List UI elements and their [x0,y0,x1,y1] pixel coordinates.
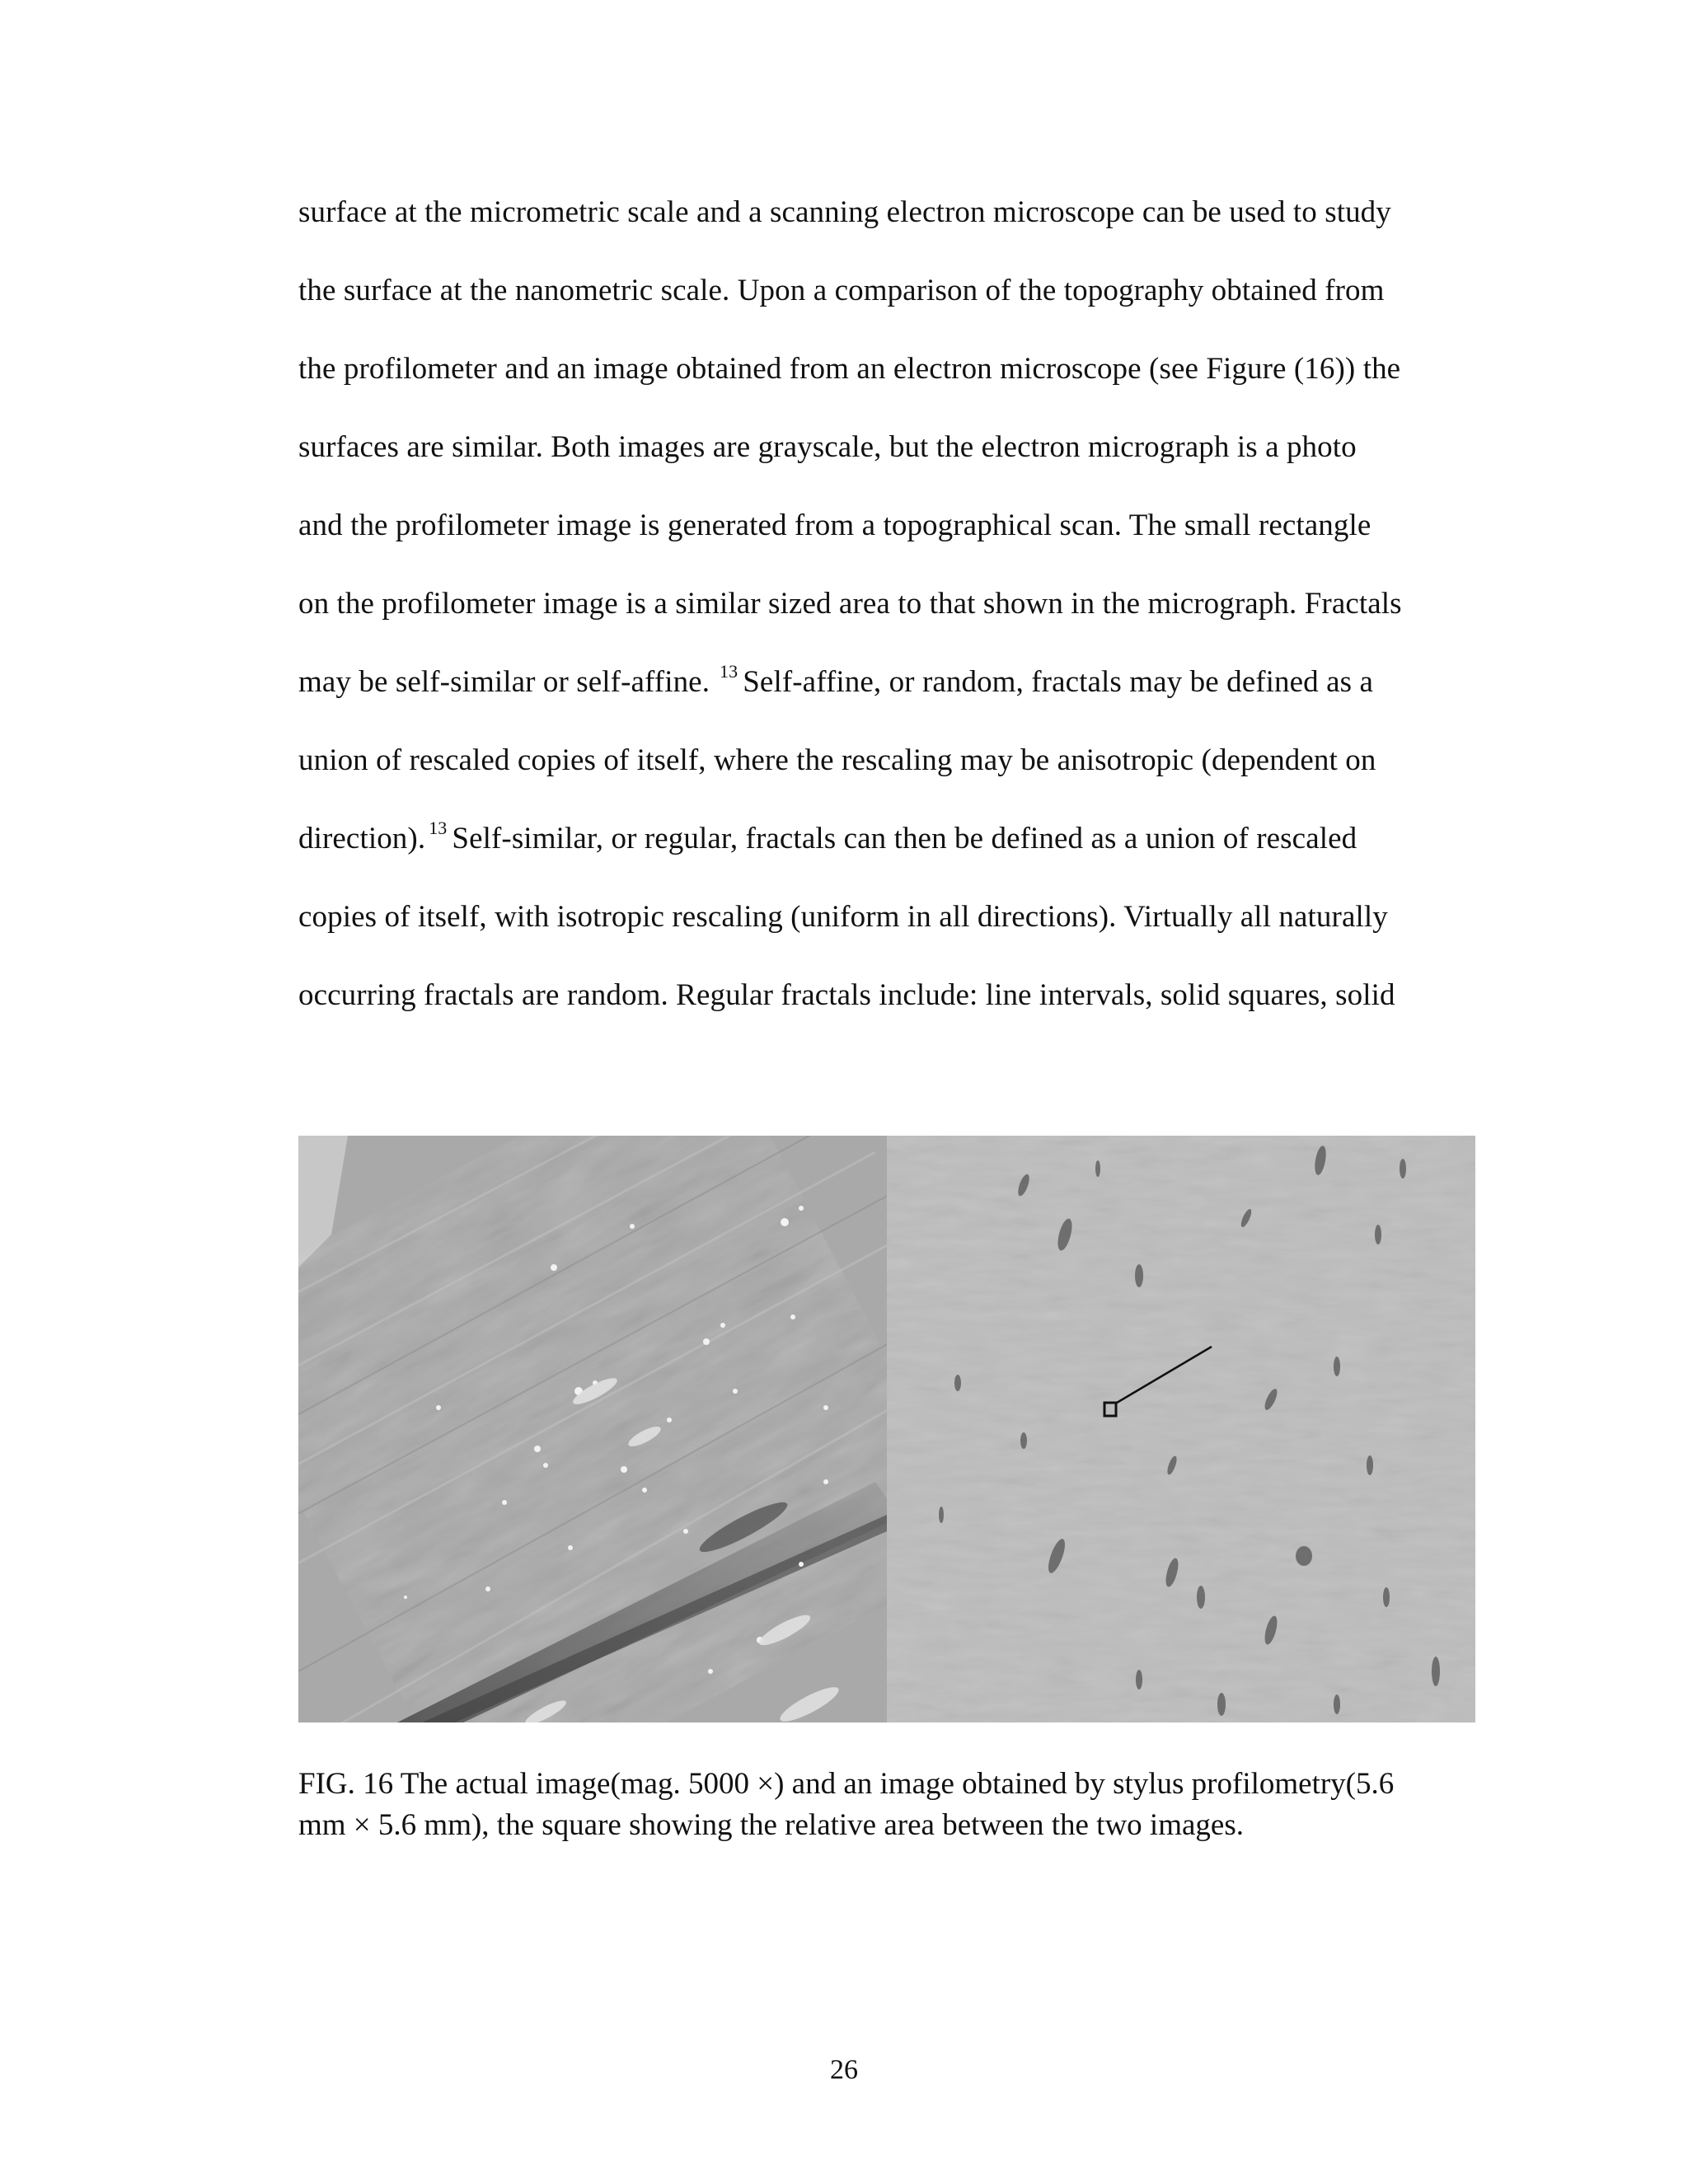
body-text-segment: may be self-similar or self-affine. [298,665,710,699]
citation-superscript: 13 [429,818,448,838]
body-line: the profilometer and an image obtained from an electron microscope (see Figure (16)) the [298,352,1401,386]
figure-16 [298,1136,1475,1722]
body-line: occurring fractals are random. Regular fractals include: line intervals, solid squares, solid [298,978,1395,1012]
body-line: surface at the micrometric scale and a scanning electron microscope can be used to study [298,195,1391,229]
profilometry-image [887,1136,1475,1722]
citation-superscript: 13 [720,661,738,682]
body-line: and the profilometer image is generated from a topographical scan. The small rectangle [298,509,1372,542]
caption-line: FIG. 16 The actual image(mag. 5000 ×) and an image obtained by stylus profilometry(5.6 [298,1767,1395,1801]
micrograph-image [298,1136,990,1722]
body-line: copies of itself, with isotropic rescaling (uniform in all directions). Virtually all naturally [298,900,1388,934]
page-number: 26 [830,2055,858,2085]
body-line [298,661,1373,699]
figure-caption [298,1764,1485,1846]
body-line [298,818,1357,855]
body-text-segment: Self-similar, or regular, fractals can then be defined as a union of rescaled [452,822,1357,855]
body-line: surfaces are similar. Both images are grayscale, but the electron micrograph is a photo [298,430,1357,464]
body-line: union of rescaled copies of itself, where the rescaling may be anisotropic (dependent on [298,743,1376,777]
body-line: on the profilometer image is a similar sized area to that shown in the micrograph. Fractals [298,587,1402,621]
caption-line: mm × 5.6 mm), the square showing the relative area between the two images. [298,1808,1244,1842]
body-line: the surface at the nanometric scale. Upon a comparison of the topography obtained from [298,274,1385,307]
body-text-segment: direction). [298,822,426,855]
body-text-segment: Self-affine, or random, fractals may be defined as a [743,665,1373,699]
